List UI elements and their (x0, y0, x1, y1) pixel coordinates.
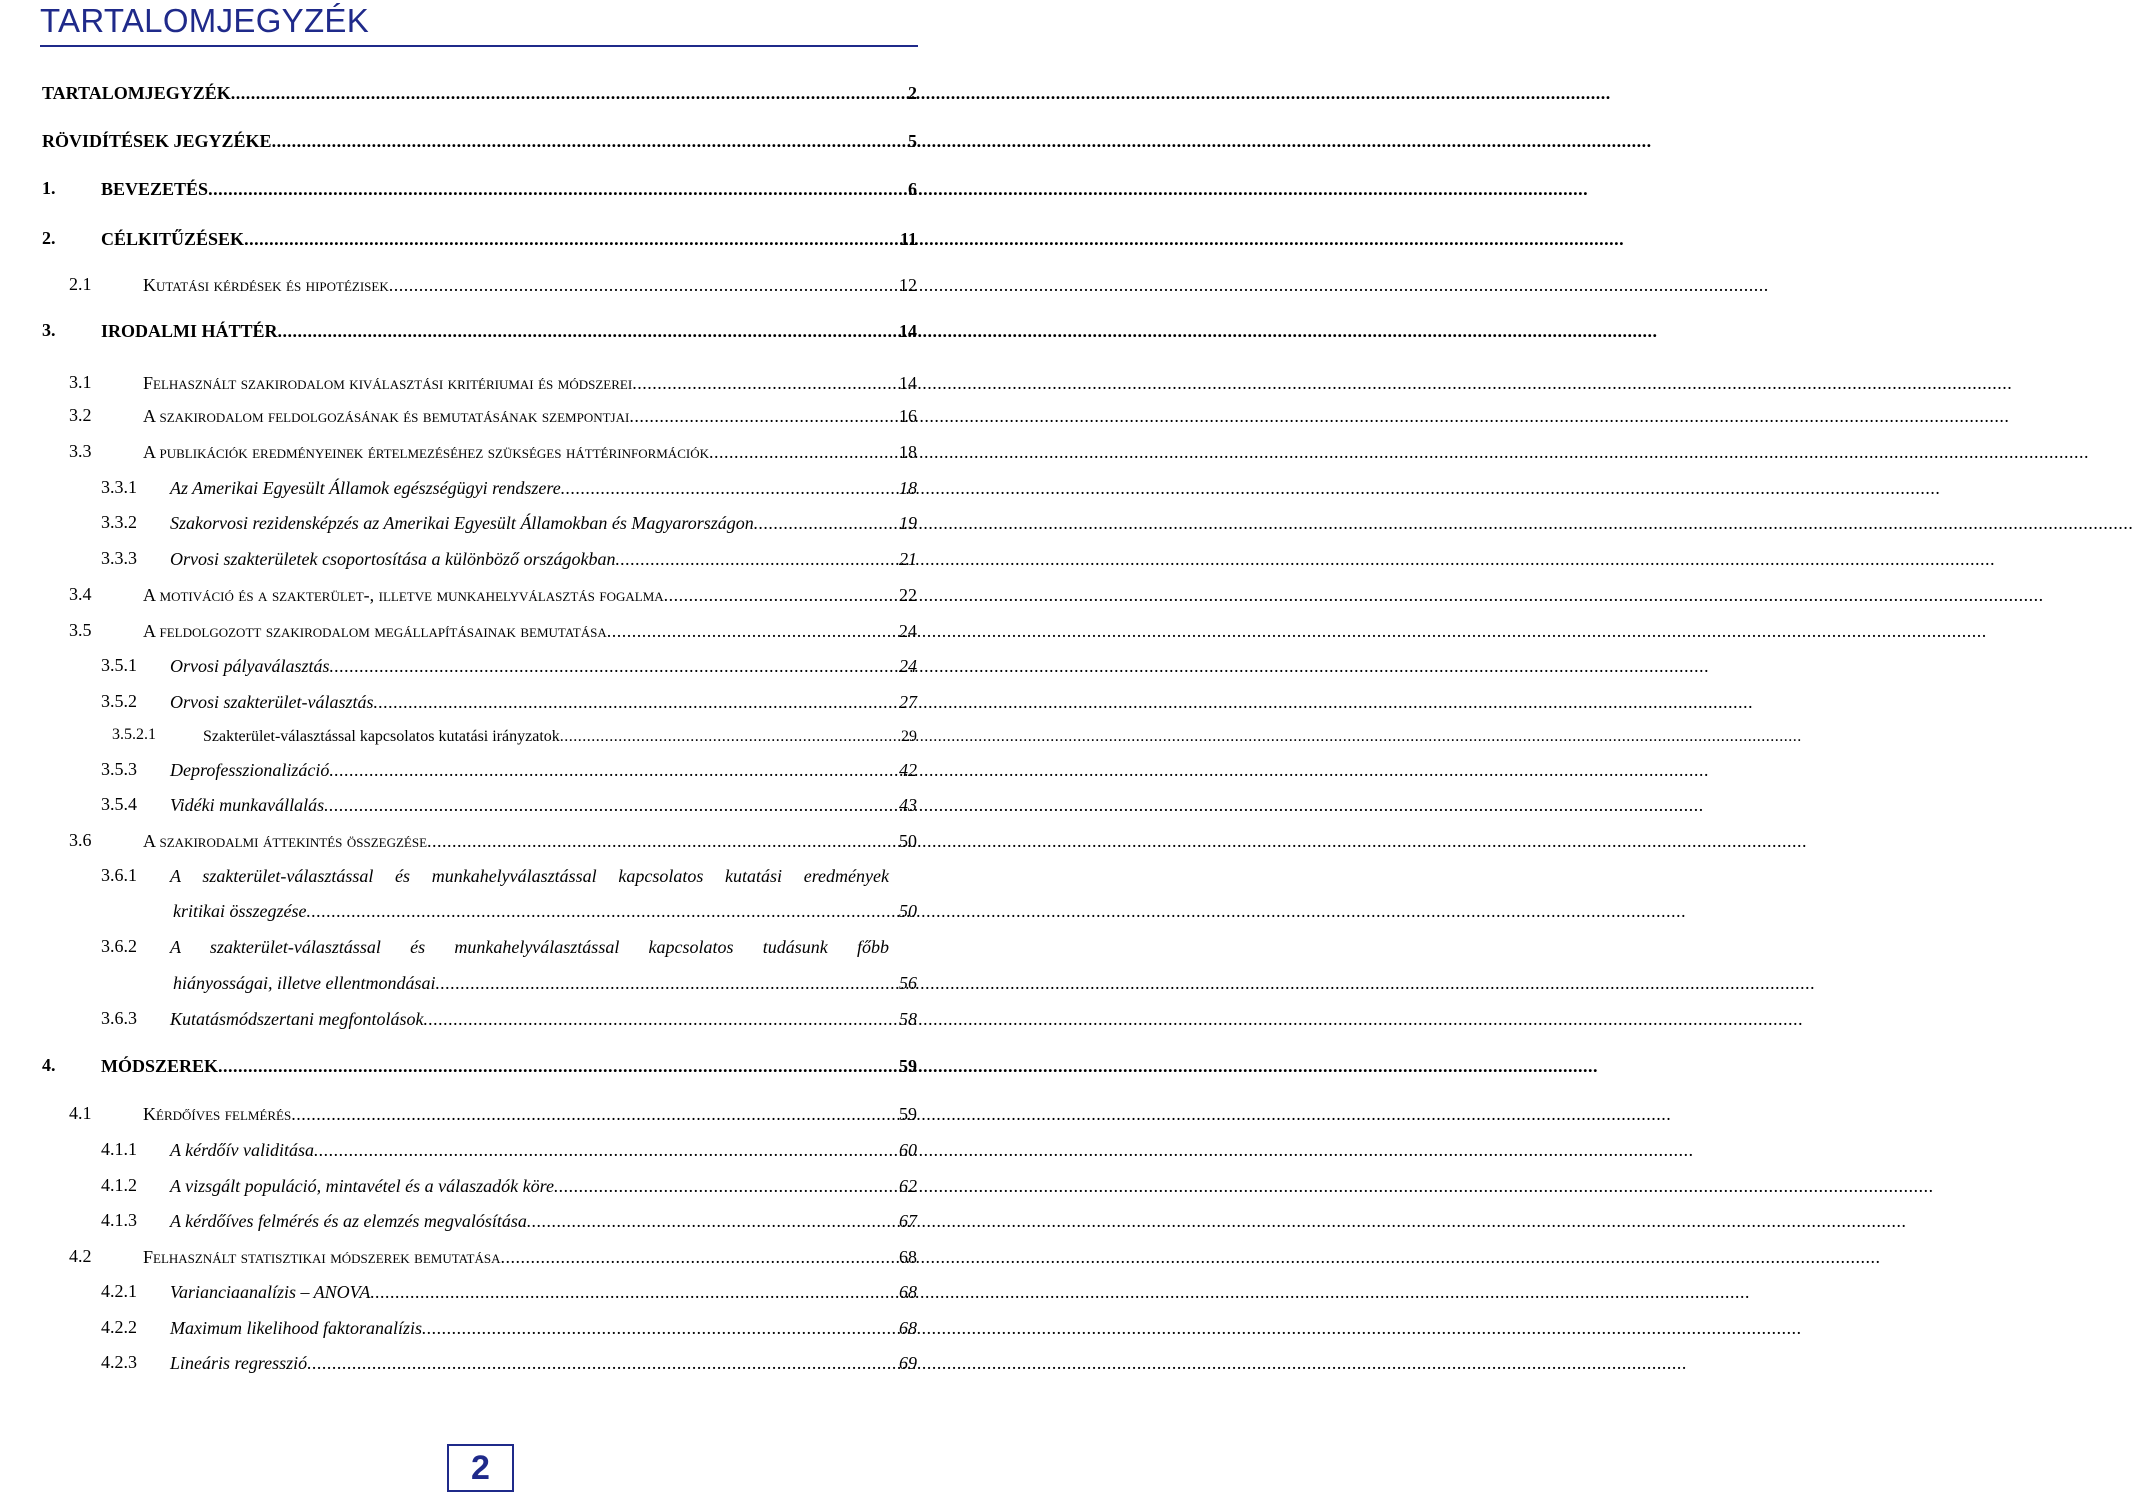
toc-entry[interactable] (143, 405, 917, 427)
toc-entry-number: 3.3 (69, 441, 92, 461)
toc-leader-dots (615, 548, 898, 570)
toc-leader-dots (278, 320, 898, 342)
toc-leader-dots (554, 1175, 898, 1197)
toc-entry-number: 3.3.3 (101, 548, 137, 568)
toc-leader-dots (709, 441, 898, 463)
toc-entry[interactable] (101, 228, 917, 250)
toc-entry-title: A kérdőív validitása (170, 1140, 314, 1160)
toc-leader-dots (218, 1055, 898, 1077)
toc-entry-number: 3.2 (69, 405, 92, 425)
toc-entry-title: A vizsgált populáció, mintavétel és a válaszadók köre (170, 1176, 554, 1196)
toc-leader-dots (244, 228, 899, 250)
toc-entry-title: Szakterület-választással kapcsolatos kutatási irányzatok (203, 728, 560, 745)
toc-entry-number: 4.1.1 (101, 1139, 137, 1159)
toc-entry-number: 3.6.3 (101, 1008, 137, 1028)
toc-entry-number: 3.5.3 (101, 759, 137, 779)
toc-entry[interactable] (143, 830, 917, 852)
toc-entry-page: 68 (899, 1247, 917, 1267)
toc-entry[interactable] (170, 477, 917, 499)
toc-entry-title[interactable] (170, 936, 889, 958)
toc-entry-number: 4.1.2 (101, 1175, 137, 1195)
toc-entry[interactable] (42, 82, 917, 104)
toc-entry-title: TARTALOMJEGYZÉK (42, 83, 231, 103)
toc-entry-page: 60 (899, 1140, 917, 1160)
toc-entry-number: 3.5 (69, 620, 92, 640)
toc-entry-title: Kutatási kérdések és hipotézisek (143, 275, 389, 295)
toc-entry-number: 3.1 (69, 372, 92, 392)
toc-entry-page: 16 (899, 406, 917, 426)
toc-leader-dots (664, 584, 898, 606)
toc-entry[interactable] (42, 130, 917, 152)
toc-entry-number: 4. (42, 1055, 56, 1075)
toc-entry[interactable] (101, 320, 917, 342)
toc-entry-number: 3. (42, 320, 56, 340)
toc-entry-title: Szakorvosi rezidensképzés az Amerikai Egyesült Államokban és Magyarországon (170, 513, 754, 533)
toc-entry-title: MÓDSZEREK (101, 1056, 219, 1076)
toc-entry-number: 3.6.2 (101, 936, 137, 956)
toc-entry[interactable] (170, 1317, 917, 1339)
toc-entry-page: 68 (899, 1282, 917, 1302)
toc-entry-page: 2 (908, 83, 917, 103)
toc-leader-dots (231, 82, 907, 104)
toc-entry-title: Kutatásmódszertani megfontolások (170, 1009, 424, 1029)
toc-leader-dots (560, 726, 900, 748)
toc-entry[interactable] (170, 548, 917, 570)
toc-entry[interactable] (170, 1008, 917, 1030)
toc-entry-title-continued: hiányosságai, illetve ellentmondásai (173, 973, 436, 993)
toc-entry-title: Maximum likelihood faktoranalízis (170, 1318, 422, 1338)
toc-entry-number: 2.1 (69, 274, 92, 294)
toc-entry-number: 4.2.2 (101, 1317, 137, 1337)
toc-entry-number: 3.6 (69, 830, 92, 850)
toc-entry-title: Felhasznált szakirodalom kiválasztási kritériumai és módszerei (143, 373, 633, 393)
toc-entry-page: 18 (899, 442, 917, 462)
toc-entry-number: 3.5.1 (101, 655, 137, 675)
toc-entry[interactable] (170, 1139, 917, 1161)
toc-entry-title: A motiváció és a szakterület-, illetve munkahelyválasztás fogalma (143, 585, 664, 605)
toc-entry-title: Kérdőíves felmérés (143, 1104, 292, 1124)
toc-entry-number: 3.5.4 (101, 794, 137, 814)
toc-entry-page: 22 (899, 585, 917, 605)
toc-entry-number: 3.5.2 (101, 691, 137, 711)
toc-entry-page: 29 (901, 728, 917, 745)
toc-entry-number: 1. (42, 178, 56, 198)
page-number: 2 (447, 1444, 514, 1492)
toc-entry-page: 27 (899, 692, 917, 712)
toc-leader-dots (373, 691, 898, 713)
toc-leader-dots (389, 274, 898, 296)
toc-entry-number: 3.6.1 (101, 865, 137, 885)
toc-leader-dots (435, 972, 898, 994)
toc-entry[interactable] (101, 178, 917, 200)
toc-leader-dots (501, 1246, 899, 1268)
toc-entry-page: 6 (908, 179, 917, 199)
toc-entry-number: 3.4 (69, 584, 92, 604)
toc-entry-title-text: A szakterület-választással és munkahelyválasztással kapcsolatos tudásunk főbb (170, 937, 889, 957)
toc-entry-page: 59 (899, 1056, 917, 1076)
toc-entry-title: Orvosi pályaválasztás (170, 656, 330, 676)
toc-leader-dots (330, 655, 899, 677)
toc-entry-number: 3.3.2 (101, 512, 137, 532)
toc-entry-page: 50 (899, 831, 917, 851)
toc-leader-dots (291, 1103, 898, 1125)
toc-entry-title: A szakirodalmi áttekintés összegzése (143, 831, 428, 851)
toc-entry-title: BEVEZETÉS (101, 179, 209, 199)
toc-leader-dots (307, 1352, 898, 1374)
table-of-contents (0, 0, 960, 1499)
toc-entry-title: A szakirodalom feldolgozásának és bemutatásának szempontjai (143, 406, 630, 426)
toc-leader-dots (424, 1008, 898, 1030)
toc-entry[interactable] (170, 655, 917, 677)
toc-entry-page: 19 (899, 513, 917, 533)
toc-entry[interactable] (143, 274, 917, 296)
toc-entry-title: IRODALMI HÁTTÉR (101, 321, 278, 341)
toc-entry-page: 12 (899, 275, 917, 295)
toc-entry-number: 3.3.1 (101, 477, 137, 497)
toc-entry-page: 14 (899, 373, 917, 393)
toc-entry-number: 3.5.2.1 (112, 726, 156, 743)
toc-entry-page: 24 (899, 621, 917, 641)
toc-entry[interactable] (173, 900, 917, 922)
toc-entry-title: Lineáris regresszió (170, 1353, 308, 1373)
toc-entry-title: A feldolgozott szakirodalom megállapításainak bemutatása (143, 621, 607, 641)
toc-entry[interactable] (173, 972, 917, 994)
toc-entry[interactable] (170, 1281, 917, 1303)
toc-entry[interactable] (143, 441, 917, 463)
toc-entry[interactable] (170, 759, 917, 781)
toc-entry-page: 18 (899, 478, 917, 498)
toc-entry-page: 43 (899, 795, 917, 815)
toc-entry[interactable] (143, 372, 917, 394)
toc-entry[interactable] (170, 1352, 917, 1374)
toc-leader-dots (607, 620, 898, 642)
toc-entry-title: Vidéki munkavállalás (170, 795, 325, 815)
toc-entry[interactable] (143, 584, 917, 606)
toc-entry-title: Orvosi szakterületek csoportosítása a különböző országokban (170, 549, 616, 569)
page-title: TARTALOMJEGYZÉK (40, 2, 370, 39)
toc-entry-title[interactable] (170, 865, 889, 887)
toc-entry-page: 62 (899, 1176, 917, 1196)
toc-entry-page: 58 (899, 1009, 917, 1029)
toc-leader-dots (324, 794, 898, 816)
toc-entry-title: RÖVIDÍTÉSEK JEGYZÉKE (42, 131, 272, 151)
toc-entry-title: A publikációk eredményeinek értelmezéséhez szükséges háttérinformációk (143, 442, 709, 462)
toc-leader-dots (561, 477, 898, 499)
toc-entry[interactable] (170, 512, 917, 534)
toc-leader-dots (422, 1317, 898, 1339)
toc-entry[interactable] (143, 1246, 917, 1268)
toc-entry-title-text: A szakterület-választással és munkahelyválasztással kapcsolatos kutatási eredmények (170, 866, 889, 886)
toc-entry-page: 14 (899, 321, 917, 341)
toc-entry-page: 59 (899, 1104, 917, 1124)
toc-leader-dots (208, 178, 907, 200)
toc-entry-title: CÉLKITŰZÉSEK (101, 229, 245, 249)
toc-entry-number: 2. (42, 228, 56, 248)
toc-entry-number: 4.2.1 (101, 1281, 137, 1301)
toc-entry[interactable] (143, 620, 917, 642)
toc-leader-dots (629, 405, 898, 427)
toc-leader-dots (314, 1139, 898, 1161)
toc-entry-number: 4.2.3 (101, 1352, 137, 1372)
toc-entry-title: Deprofesszionalizáció (170, 760, 330, 780)
toc-entry-page: 21 (899, 549, 917, 569)
toc-entry-page: 67 (899, 1211, 917, 1231)
toc-entry-page: 56 (899, 973, 917, 993)
toc-entry-number: 4.2 (69, 1246, 92, 1266)
toc-entry-page: 69 (899, 1353, 917, 1373)
toc-leader-dots (370, 1281, 898, 1303)
toc-entry-page: 68 (899, 1318, 917, 1338)
toc-entry-title: Az Amerikai Egyesült Államok egészségügyi rendszere (170, 478, 561, 498)
toc-entry[interactable] (170, 1210, 917, 1232)
toc-entry[interactable] (170, 1175, 917, 1197)
toc-entry-title: A kérdőíves felmérés és az elemzés megvalósítása (170, 1211, 527, 1231)
toc-entry[interactable] (170, 691, 917, 713)
toc-leader-dots (329, 759, 898, 781)
toc-entry-number: 4.1 (69, 1103, 92, 1123)
toc-entry[interactable] (170, 794, 917, 816)
toc-entry-title: Orvosi szakterület-választás (170, 692, 374, 712)
toc-entry-page: 50 (899, 901, 917, 921)
toc-entry-page: 42 (899, 760, 917, 780)
toc-leader-dots (754, 512, 898, 534)
toc-entry-title: Varianciaanalízis – ANOVA (170, 1282, 371, 1302)
toc-leader-dots (527, 1210, 898, 1232)
toc-entry[interactable] (203, 726, 917, 748)
toc-entry-page: 24 (899, 656, 917, 676)
toc-entry-page: 11 (899, 229, 917, 249)
toc-entry[interactable] (101, 1055, 917, 1077)
toc-entry-number: 4.1.3 (101, 1210, 137, 1230)
toc-entry-page: 5 (908, 131, 917, 151)
toc-leader-dots (272, 130, 907, 152)
toc-entry-title: Felhasznált statisztikai módszerek bemutatása (143, 1247, 501, 1267)
toc-leader-dots (427, 830, 898, 852)
toc-leader-dots (632, 372, 898, 394)
toc-leader-dots (306, 900, 898, 922)
toc-entry[interactable] (143, 1103, 917, 1125)
toc-entry-title-continued: kritikai összegzése (173, 901, 307, 921)
